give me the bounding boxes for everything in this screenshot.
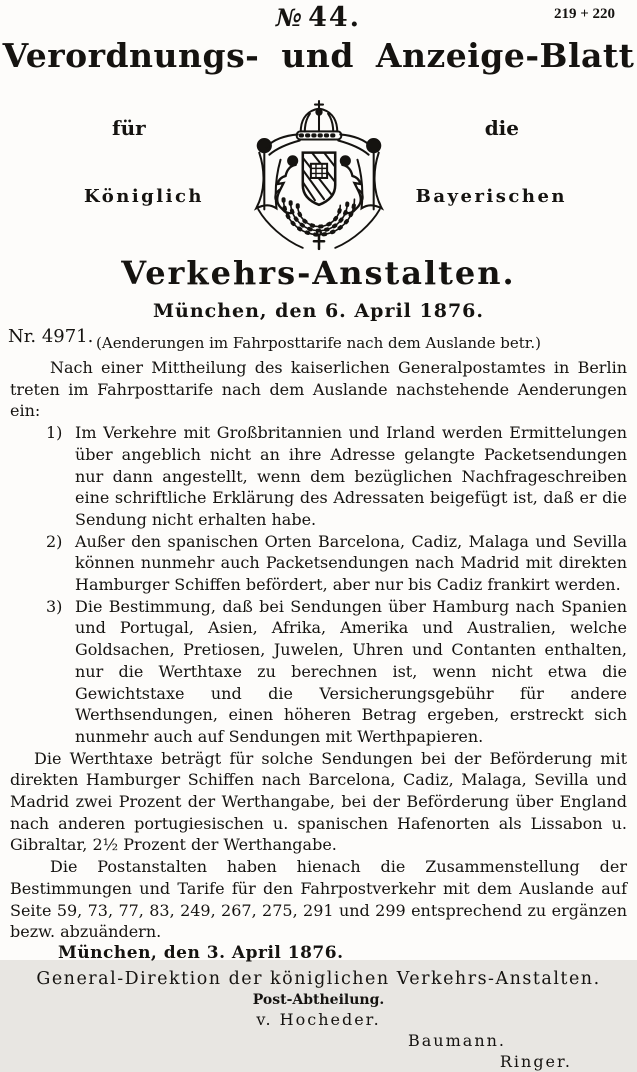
subject-line: (Aenderungen im Fahrposttarife nach dem Auslande betr.) [96,334,541,352]
postanstalten-paragraph: Die Postanstalten haben hienach die Zusammenstellung der Bestimmungen und Tarife für den Fahrpostverkehr mit dem Auslande auf Seite 59, 73, 77, 83, 249, 267, 275, 291 und 299 entsprechend zu ergänzen bezw. abzuändern. [10,857,627,942]
list-item-3-number: 3) [46,596,63,616]
list-item-3 [10,596,627,748]
issue-number: 44. [308,2,362,33]
signature-signer-baumann: Baumann. [408,1030,507,1050]
page-reference: 219 + 220 [553,6,615,22]
list-item-1 [10,422,627,531]
coat-of-arms-icon [243,100,395,260]
signature-signer-ringer: Ringer. [499,1051,572,1071]
list-item-2-number: 2) [46,531,63,551]
list-item-2-text: Außer den spanischen Orten Barcelona, Cadiz, Malaga und Sevilla können nunmehr auch Packetsendungen nach Madrid mit direkten Hamburger Schiffen befördert, aber nur bis Cadiz frankirt werden. [75,531,627,595]
werthtaxe-paragraph: Die Werthtaxe beträgt für solche Sendungen bei der Beförderung mit direkten Hamburger Schiffen nach Barcelona, Cadiz, Malaga, Sevilla und Madrid zwei Prozent der Werthangabe, bei der Beförderung über England nach anderen portugiesischen u. spanischen Hafenorten als Lissabon u. Gibraltar, 2½ Prozent der Werthangabe. [10,748,627,855]
bavarian-coat-of-arms-graphic [243,100,395,260]
masthead-word-die: die [484,116,519,140]
list-item-2 [10,531,627,596]
list-item-3-text: Die Bestimmung, daß bei Sendungen über Hamburg nach Spanien und Portugal, Asien, Afrika, Amerika und Australien, welche Goldsachen, Pretiosen, Juwelen, Uhren und Contanten enthalten, nur die Werthtaxe zu berechnen ist, wenn nicht etwa die Gewichtstaxe und die Versicherungsgebühr für andere Werthsendungen, einen höheren Betrag ergeben, erstreckt sich nunmehr auch auf Sendungen mit Werthpapieren. [75,596,627,746]
masthead-title: Verordnungs- und Anzeige-Blatt [2,36,635,75]
signature-institution: General-Direktion der königlichen Verkehrs-Anstalten. [36,968,601,989]
issue-line [0,2,637,33]
masthead-word-bayerischen: Bayerischen [415,186,567,207]
list-item-1-number: 1) [46,423,63,443]
masthead-subtitle: Verkehrs-Anstalten. [121,254,516,292]
masthead-word-fuer: für [112,116,146,140]
signature-signer-hocheder: v. Hocheder. [256,1009,381,1029]
signature-dateline: München, den 3. April 1876. [58,942,344,963]
numero-sign: № [275,3,303,32]
masthead-word-koeniglich: Königlich [84,186,204,207]
document-number: Nr. 4971. [8,326,94,347]
issue-dateline: München, den 6. April 1876. [152,300,484,322]
list-item-1-text: Im Verkehre mit Großbritannien und Irland werden Ermittelungen über angeblich nicht an ihre Adresse gelangte Packetsendungen nur dann angestellt, wenn dem bezüglichen Nachfrageschreiben eine schriftliche Erklärung des Adressaten beigefügt ist, daß er die Sendung nicht erhalten habe. [75,423,627,529]
signature-department: Post-Abtheilung. [252,991,385,1008]
notice-body [10,357,627,1072]
intro-paragraph: Nach einer Mittheilung des kaiserlichen Generalpostamtes in Berlin treten im Fahrposttarife nach dem Auslande nachstehende Aenderungen ein: [10,358,627,421]
